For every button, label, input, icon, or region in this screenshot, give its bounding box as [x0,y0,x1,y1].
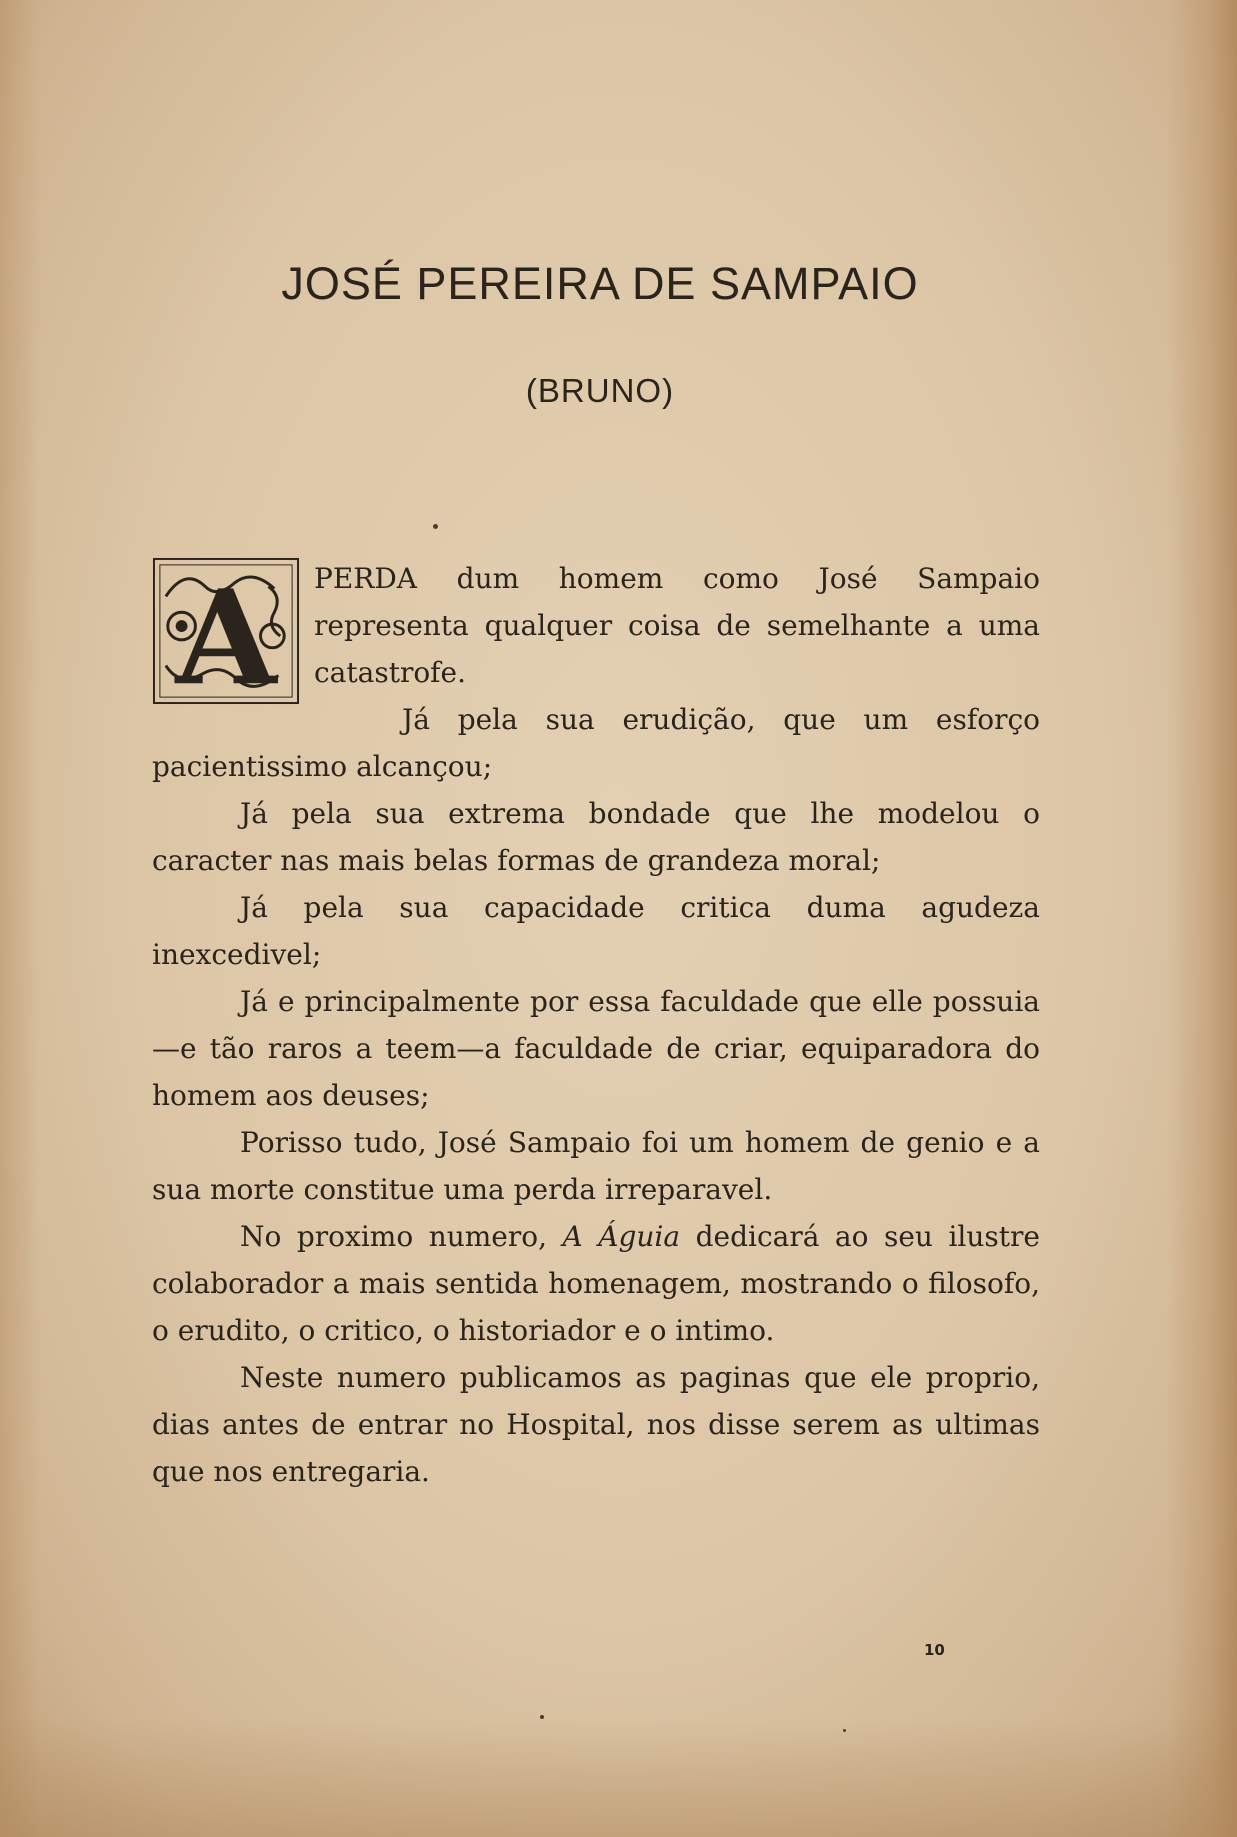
paragraph-1 [152,555,1040,705]
article-title: JOSÉ PEREIRA DE SAMPAIO [281,258,919,309]
paragraph-1-text: PERDA dum homem como José Sampaio representa qualquer coisa de semelhante a uma catastrofe. [314,562,1040,689]
paper-speck [433,524,438,529]
article-subtitle: (BRUNO) [525,372,675,409]
ornamental-dropcap-icon [152,557,300,705]
journal-name: A Águia [562,1220,681,1253]
article-body [152,555,1040,1495]
paper-speck [540,1715,544,1719]
paragraph-2: Já pela sua erudição, que um esforço pacientissimo alcançou; [152,703,1040,783]
paper-edge-bottom [0,1717,1237,1837]
dropcap-letter: A [175,561,277,705]
paragraph-7 [152,1213,1040,1354]
paragraph-7-end: dedicará ao seu ilustre colaborador a mais sentida homenagem, mostrando o filosofo, o erudito, o critico, o historiador e o intimo. [152,1220,1040,1347]
paragraph-4: Já pela sua capacidade critica duma agudeza inexcedivel; [152,891,1040,971]
paper-speck [843,1729,846,1732]
paragraph-3: Já pela sua extrema bondade que lhe modelou o caracter nas mais belas formas de grandeza moral; [152,797,1040,877]
paragraph-7-start: No proximo numero, [240,1220,563,1253]
paragraph-5: Já e principalmente por essa faculdade que elle possuia —e tão raros a teem—a faculdade de criar, equiparadora do homem aos deuses; [152,985,1040,1112]
page-number: 10 [924,1641,945,1659]
paragraph-6: Porisso tudo, José Sampaio foi um homem de genio e a sua morte constitue uma perda irreparavel. [152,1126,1040,1206]
paragraph-8: Neste numero publicamos as paginas que ele proprio, dias antes de entrar no Hospital, nos disse serem as ultimas que nos entregaria. [152,1361,1040,1488]
